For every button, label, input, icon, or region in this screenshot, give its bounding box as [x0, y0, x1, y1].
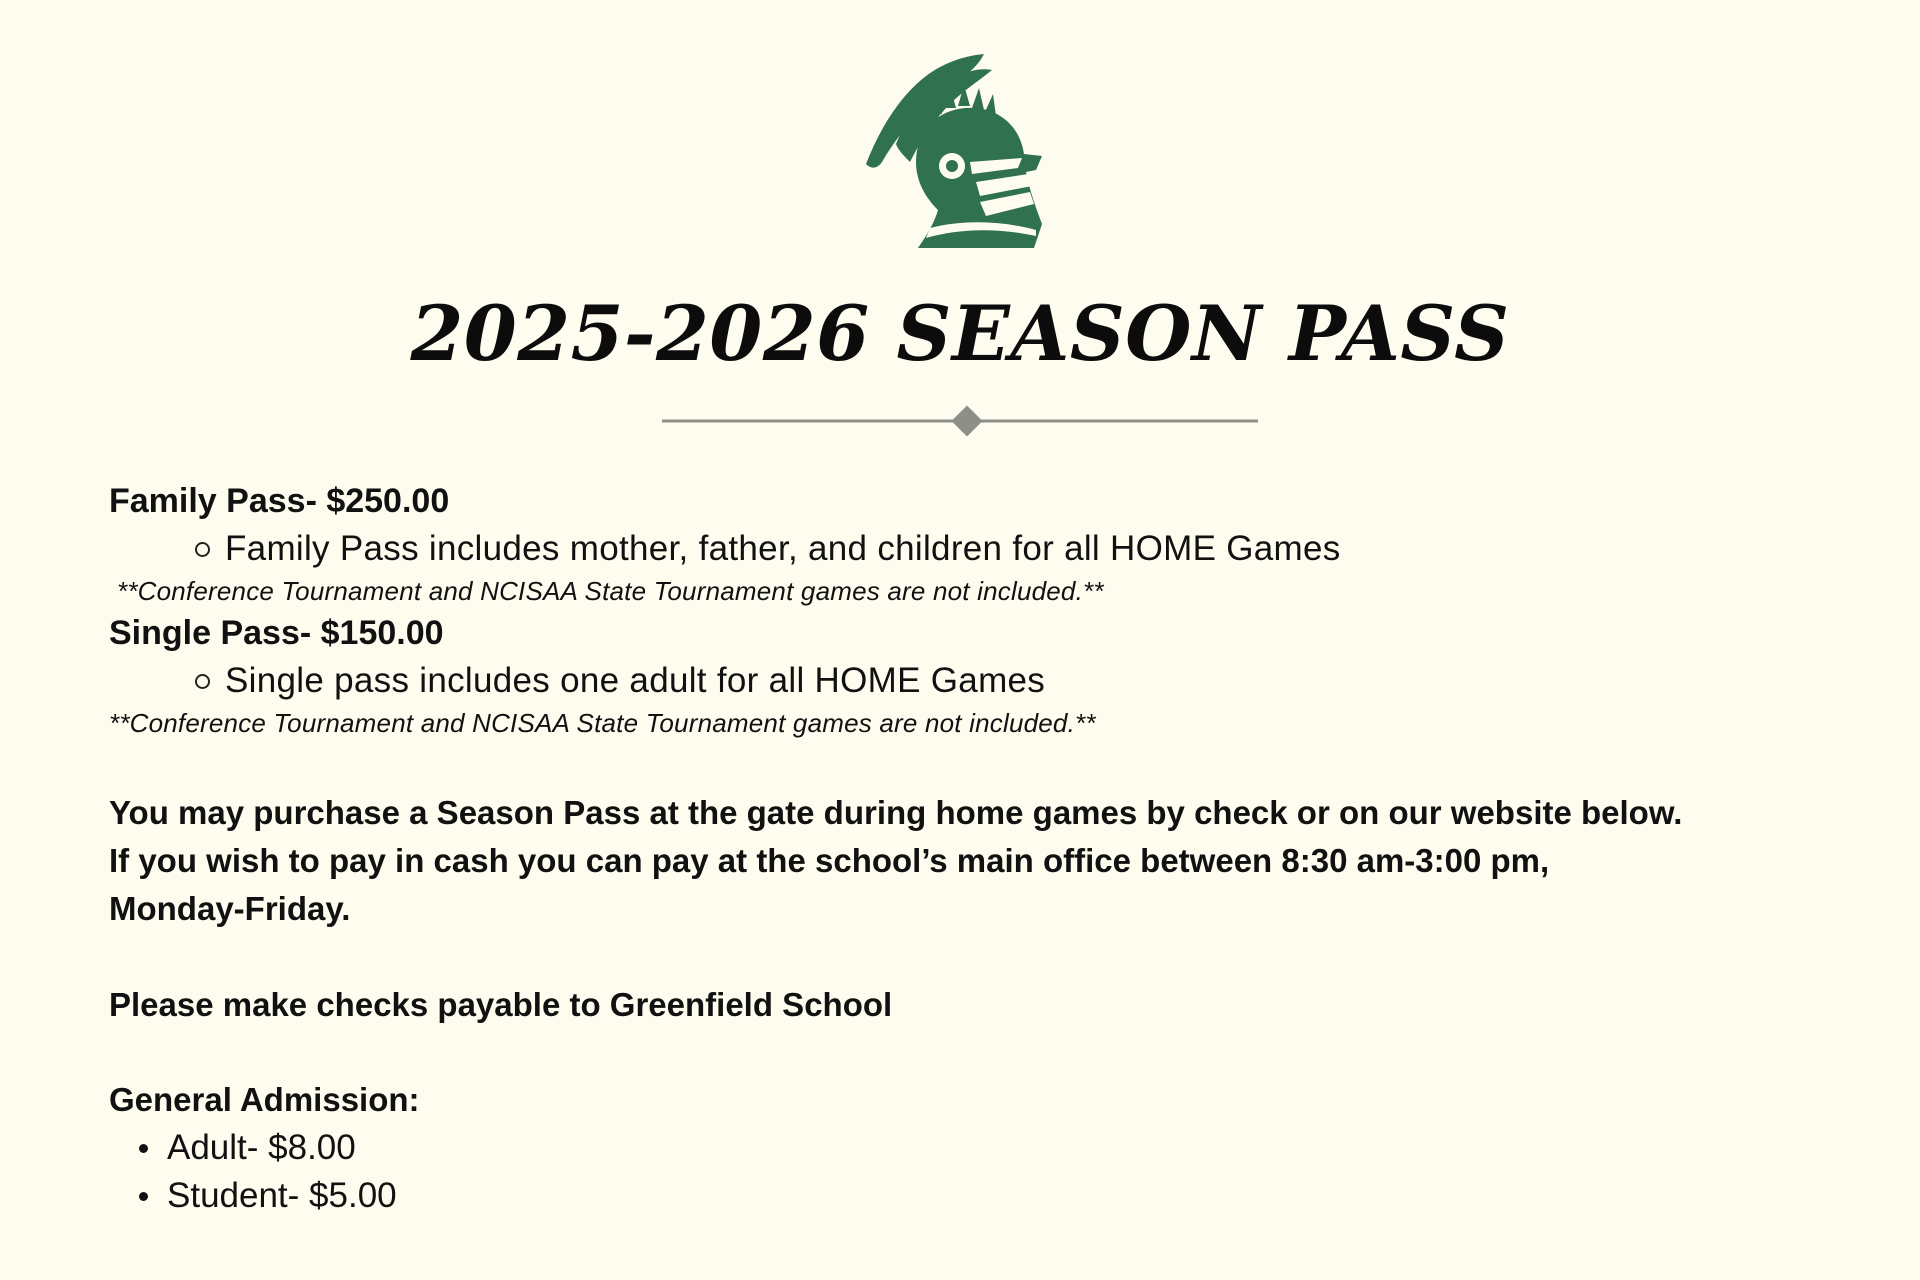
- circle-bullet-icon: [195, 674, 210, 689]
- single-pass-heading: Single Pass- $150.00: [109, 614, 444, 652]
- purchase-info-line: You may purchase a Season Pass at the gate during home games by check or on our website below.: [109, 794, 1683, 831]
- family-pass-detail-text: Family Pass includes mother, father, and children for all HOME Games: [225, 529, 1341, 568]
- general-admission-heading: General Admission:: [109, 1081, 420, 1118]
- family-pass-note: **Conference Tournament and NCISAA State Tournament games are not included.**: [117, 576, 1104, 606]
- single-pass-note: **Conference Tournament and NCISAA State Tournament games are not included.**: [109, 708, 1096, 738]
- purchase-info-line: Monday-Friday.: [109, 890, 351, 927]
- page-title: 2025-2026 SEASON PASS: [410, 289, 1510, 378]
- list-item: [139, 1172, 1899, 1220]
- purchase-info-line: If you wish to pay in cash you can pay at the school’s main office between 8:30 am-3:00 pm,: [109, 842, 1550, 879]
- single-pass-detail-text: Single pass includes one adult for all HOME Games: [225, 661, 1046, 700]
- spartan-helmet-icon: [860, 52, 1050, 248]
- family-pass-heading: Family Pass- $250.00: [109, 482, 450, 520]
- admission-price-adult: Adult- $8.00: [167, 1128, 356, 1167]
- circle-bullet-icon: [195, 542, 210, 557]
- bullet-icon: [139, 1192, 148, 1201]
- purchase-info: [109, 789, 1899, 933]
- pass-details: [109, 477, 1899, 1220]
- title-divider: [662, 404, 1258, 438]
- list-item: [139, 1124, 1899, 1172]
- diamond-icon: [951, 405, 982, 436]
- bullet-icon: [139, 1144, 148, 1153]
- family-pass-detail: [195, 525, 1899, 573]
- payable-note: Please make checks payable to Greenfield School: [109, 986, 893, 1023]
- admission-price-student: Student- $5.00: [167, 1176, 397, 1215]
- single-pass-details: [109, 657, 1899, 705]
- general-admission-list: [109, 1124, 1899, 1220]
- family-pass-details: [109, 525, 1899, 573]
- single-pass-detail: [195, 657, 1899, 705]
